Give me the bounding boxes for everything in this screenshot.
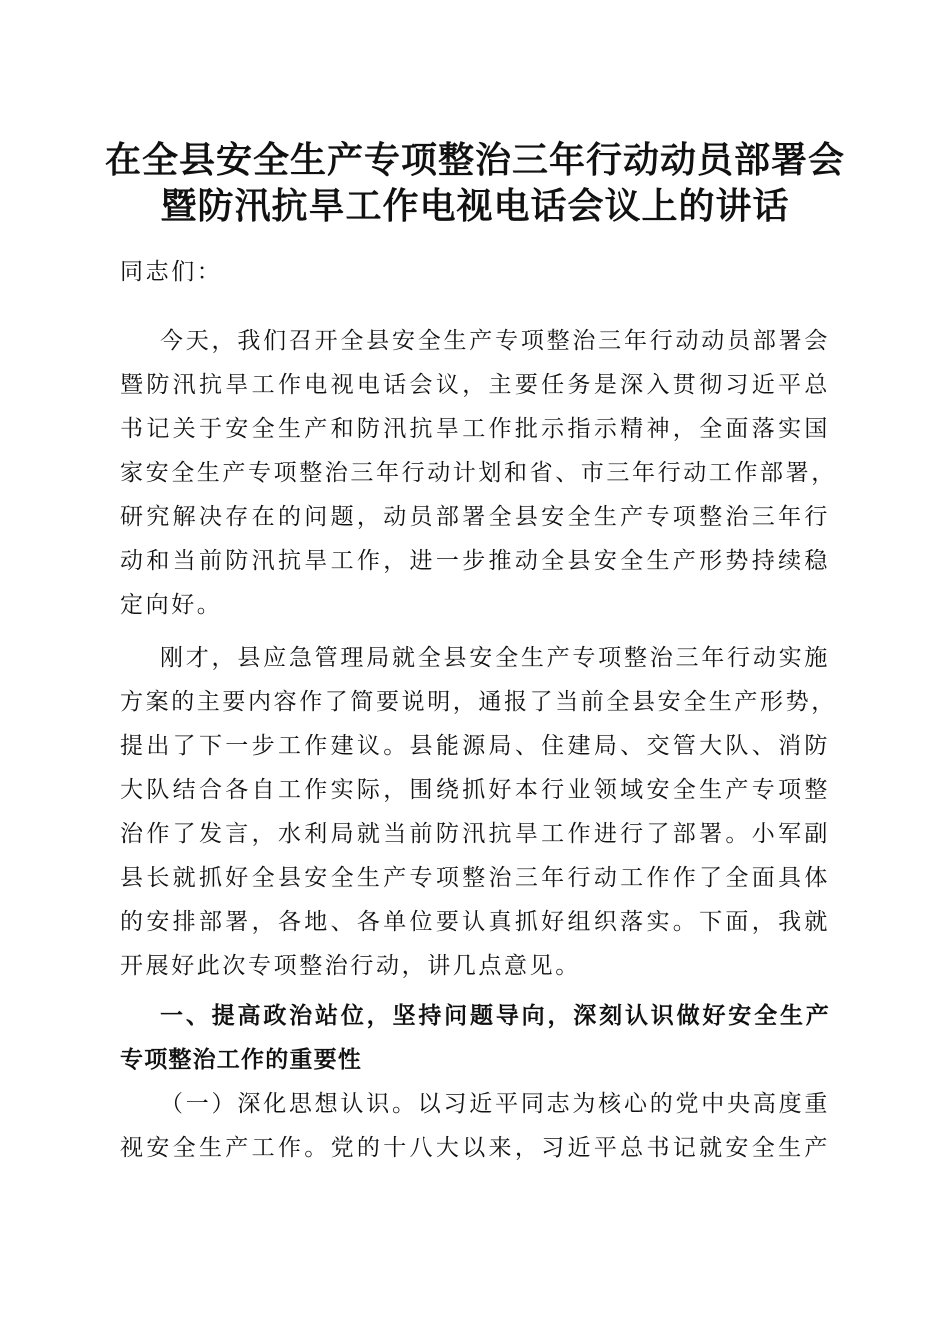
paragraph-1-line: 研究解决存在的问题，动员部署全县安全生产专项整治三年行 bbox=[120, 504, 830, 530]
paragraph-2-line: 开展好此次专项整治行动，讲几点意见。 bbox=[120, 953, 581, 979]
paragraph-2-line: 大队结合各自工作实际，围绕抓好本行业领域安全生产专项整 bbox=[120, 777, 830, 803]
document-title-line-1: 在全县安全生产专项整治三年行动动员部署会 bbox=[104, 139, 845, 181]
paragraph-3-line: （一）深化思想认识。以习近平同志为核心的党中央高度重 bbox=[160, 1091, 830, 1117]
salutation: 同志们： bbox=[120, 259, 223, 285]
paragraph-1-line: 今天，我们召开全县安全生产专项整治三年行动动员部署会 bbox=[160, 328, 830, 354]
paragraph-2-line: 提出了下一步工作建议。县能源局、住建局、交管大队、消防 bbox=[120, 733, 830, 759]
section-heading-line: 专项整治工作的重要性 bbox=[120, 1047, 362, 1073]
document-title-line-2: 暨防汛抗旱工作电视电话会议上的讲话 bbox=[160, 185, 790, 227]
paragraph-1-line: 家安全生产专项整治三年行动计划和省、市三年行动工作部署， bbox=[120, 460, 837, 486]
section-heading-line: 一、提高政治站位，坚持问题导向，深刻认识做好安全生产 bbox=[160, 1003, 830, 1029]
paragraph-2-line: 刚才，县应急管理局就全县安全生产专项整治三年行动实施 bbox=[160, 645, 830, 671]
paragraph-1-line: 动和当前防汛抗旱工作，进一步推动全县安全生产形势持续稳 bbox=[120, 548, 830, 574]
paragraph-2-line: 治作了发言，水利局就当前防汛抗旱工作进行了部署。小军副 bbox=[120, 821, 830, 847]
paragraph-3-line: 视安全生产工作。党的十八大以来，习近平总书记就安全生产 bbox=[120, 1135, 830, 1161]
paragraph-2-line: 方案的主要内容作了简要说明，通报了当前全县安全生产形势， bbox=[120, 689, 837, 715]
paragraph-2-line: 的安排部署，各地、各单位要认真抓好组织落实。下面，我就 bbox=[120, 909, 830, 935]
paragraph-1-line: 定向好。 bbox=[120, 592, 223, 618]
paragraph-1-line: 书记关于安全生产和防汛抗旱工作批示指示精神，全面落实国 bbox=[120, 416, 830, 442]
paragraph-2-line: 县长就抓好全县安全生产专项整治三年行动工作作了全面具体 bbox=[120, 865, 830, 891]
paragraph-1-line: 暨防汛抗旱工作电视电话会议，主要任务是深入贯彻习近平总 bbox=[120, 372, 830, 398]
